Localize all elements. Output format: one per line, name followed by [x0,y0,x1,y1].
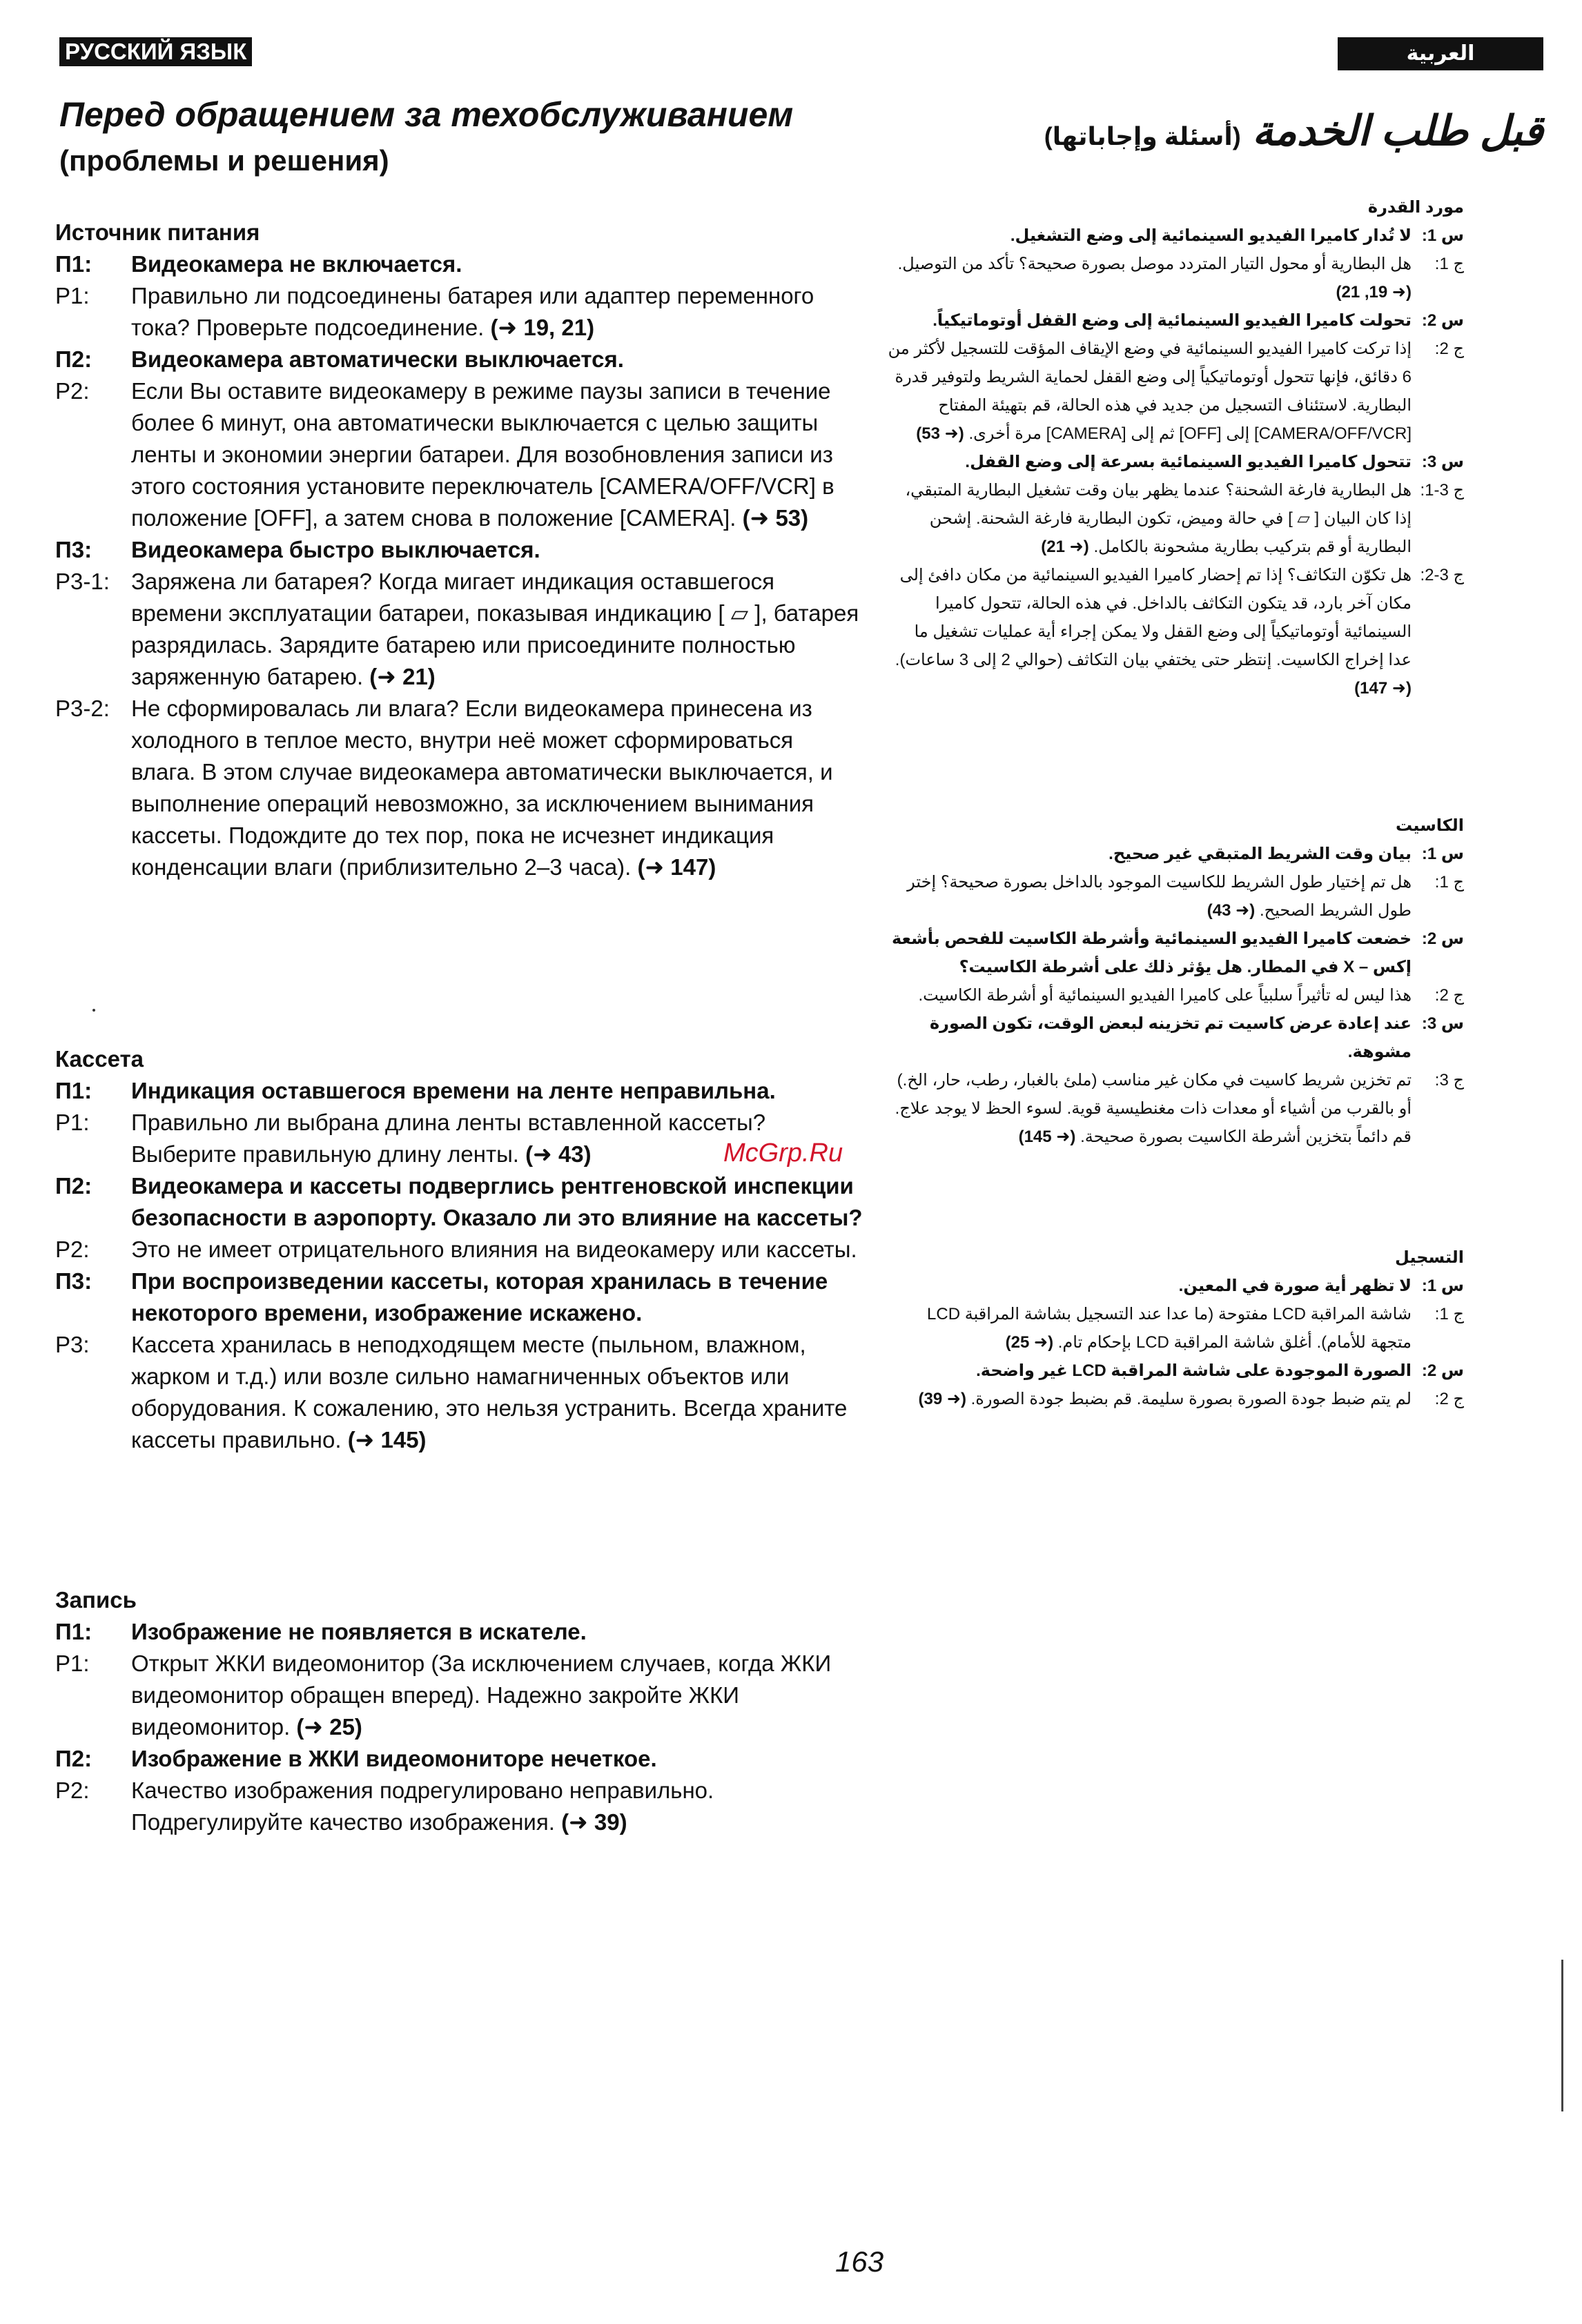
answer-row [887,981,1464,1010]
item-label: ج 3-1: [1420,481,1464,500]
qa-list [887,1272,1464,1413]
question-row [887,306,1464,335]
page-reference: (➜ 19, 21) [490,315,595,340]
page-reference: (➜ 53) [742,505,809,531]
item-text: إذا تركت كاميرا الفيديو السينمائية في وضع الإيقاف المؤقت للتسجيل لأكثر من 6 دقائق، فإنها تتحول أوتوماتيكياً إلى وضع القفل لحماية الشريط ولتوفير قدرة البطارية. لاستئناف التسجيل من جديد في هذه الحالة، قم بتهيئة المفتاح [CAMERA/OFF/VCR] إلى [OFF] ثم إلى [CAMERA] مرة أخرى. [888,339,1412,443]
question-row [887,1357,1464,1385]
answer-text [887,868,1412,925]
item-label: Р2: [55,378,90,404]
question-text [887,1010,1412,1066]
item-text: خضعت كاميرا الفيديو السينمائية وأشرطة الكاسيت للفحص بأشعة إكس – X في المطار. هل يؤثر ذلك على أشرطة الكاسيت؟ [892,929,1412,976]
answer-text [887,1066,1412,1151]
item-text: Изображение не появляется в искателе. [131,1619,587,1644]
item-text: تتحول كاميرا الفيديو السينمائية بسرعة إلى وضع القفل. [965,453,1412,471]
item-text: الصورة الموجودة على شاشة المراقبة LCD غير واضحة. [976,1361,1412,1380]
item-text: لا تظهر أية صورة في المعين. [1178,1277,1412,1295]
answer-row [887,561,1464,702]
item-text: Качество изображения подрегулировано неправильно. Подрегулируйте качество изображения. [131,1778,714,1835]
item-text: لا تُدار كاميرا الفيديو السينمائية إلى وضع التشغيل. [1010,226,1412,245]
item-text: بيان وقت الشريط المتبقي غير صحيح. [1109,845,1412,863]
answer-row [887,1300,1464,1357]
answer-text [131,375,863,534]
question-text [887,840,1412,868]
section-heading: الكاسيت [1395,816,1464,835]
watermark: McGrp.Ru [723,1139,843,1168]
page-reference: (➜ 21) [369,664,436,689]
item-label: س 2: [1421,1361,1464,1380]
stray-dot [92,1009,95,1012]
answer-row [887,476,1464,561]
answer-text [131,566,863,693]
item-label: Р3-1: [55,569,110,594]
item-text: Видеокамера и кассеты подверглись рентгеновской инспекции безопасности в аэропорту. Оказало ли это влияние на кассеты? [131,1173,863,1230]
item-label: س 3: [1421,453,1464,471]
answer-row [55,375,863,534]
item-label: П2: [55,1173,92,1199]
page-reference: (➜ 145) [1018,1127,1076,1146]
page-reference: (➜ 43) [525,1141,592,1167]
item-text: Правильно ли подсоединены батарея или адаптер переменного тока? Проверьте подсоединение. [131,283,814,340]
ru-section-power [55,217,863,883]
question-text [131,1266,863,1329]
qa-list [55,248,863,883]
ru-section-cassette [55,1043,863,1456]
question-text [131,248,863,280]
item-label: ج 2: [1434,339,1464,358]
answer-row [55,566,863,693]
item-text: عند إعادة عرض كاسيت تم تخزينه لبعض الوقت، تكون الصورة مشوهة. [929,1014,1412,1061]
item-label: ج 1: [1434,1305,1464,1323]
question-row [887,1272,1464,1300]
item-label: Р1: [55,283,90,308]
item-label: Р2: [55,1778,90,1803]
item-label: Р2: [55,1237,90,1262]
answer-row [55,693,863,883]
answer-row [55,280,863,344]
item-text: لم يتم ضبط جودة الصورة بصورة سليمة. قم بضبط جودة الصورة. [970,1390,1412,1408]
question-text [887,925,1412,981]
item-text: Это не имеет отрицательного влияния на видеокамеру или кассеты. [131,1237,857,1262]
section-heading: Запись [55,1587,137,1613]
page-reference: (➜ 25) [1005,1333,1054,1352]
answer-row [55,1329,863,1456]
item-label: П2: [55,346,92,372]
question-text [131,1743,863,1775]
item-label: س 1: [1421,226,1464,245]
answer-text [131,1234,863,1266]
question-row [55,344,863,375]
section-heading: مورد القدرة [1367,198,1464,217]
item-text: شاشة المراقبة LCD مفتوحة (ما عدا عند التسجيل بشاشة المراقبة LCD متجهة للأمام). أغلق شاشة المراقبة LCD بإحكام تام. [927,1305,1412,1352]
answer-row [55,1234,863,1266]
question-text [887,221,1412,250]
page-reference: (➜ 39) [918,1390,966,1408]
qa-list [887,840,1464,1151]
answer-text [887,1385,1412,1413]
page-number: 163 [835,2245,884,2278]
item-label: П2: [55,1746,92,1771]
section-heading: التسجيل [1395,1248,1464,1267]
answer-text [131,1329,863,1456]
page-reference: (➜ 43) [1207,901,1256,920]
item-text: هل البطارية أو محول التيار المتردد موصل بصورة صحيحة؟ تأكد من التوصيل. [897,255,1412,273]
question-text [131,1075,863,1107]
question-row [55,534,863,566]
page-reference: (➜ 21) [1041,538,1089,556]
question-row [55,1266,863,1329]
item-label: س 1: [1421,845,1464,863]
answer-row [887,1066,1464,1151]
answer-text [131,1775,863,1838]
question-text [131,1616,863,1648]
ar-section-record [887,1243,1464,1413]
item-text: Видеокамера не включается. [131,251,462,277]
ar-section-power [887,193,1464,702]
item-label: Р1: [55,1651,90,1676]
answer-text [887,561,1412,702]
page-reference: (➜ 25) [296,1714,362,1740]
item-label: س 3: [1421,1014,1464,1033]
item-text: Видеокамера автоматически выключается. [131,346,624,372]
question-row [887,840,1464,868]
answer-row [887,335,1464,448]
item-label: Р3: [55,1332,90,1357]
item-label: ج 3-2: [1420,566,1464,584]
page-reference: (➜ 147) [1354,679,1412,698]
question-text [131,1170,863,1234]
item-text: Кассета хранилась в неподходящем месте (пыльном, влажном, жарком и т.д.) или возле сильно намагниченных объектов или оборудования. К сожалению, это нельзя устранить. Всегда храните кассеты правильно. [131,1332,848,1452]
question-row [55,1743,863,1775]
title-main-ar: قبل طلب الخدمة [1252,108,1543,154]
item-label: Р1: [55,1110,90,1135]
qa-list [887,221,1464,702]
item-label: П1: [55,1078,92,1103]
page-reference: (➜ 39) [561,1809,627,1835]
item-label: س 1: [1421,1277,1464,1295]
item-text: هل تكوّن التكاثف؟ إذا تم إحضار كاميرا الفيديو السينمائية من مكان دافئ إلى مكان آخر بارد، قد يتكون التكاثف بالداخل. في هذه الحالة، تتحول كاميرا السينمائية أوتوماتيكياً إلى وضع القفل ولا يمكن إجراء أية عمليات تشغيل ما عدا إخراج الكاسيت. إنتظر حتى يختفي بيان التكاثف (حوالي 2 إلى 3 ساعات). [895,566,1412,669]
item-label: ج 1: [1434,873,1464,892]
answer-text [131,1648,863,1743]
answer-text [887,476,1412,561]
language-tab-russian: РУССКИЙ ЯЗЫК [59,37,252,66]
question-row [887,1010,1464,1066]
page-reference: (➜ 147) [637,854,716,880]
answer-row [55,1775,863,1838]
title-main: Перед обращением за техобслуживанием [59,95,794,134]
page-reference: (➜ 19, 21) [1336,283,1412,302]
question-text [887,1357,1412,1385]
item-text: При воспроизведении кассеты, которая хранилась в течение некоторого времени, изображение искажено. [131,1268,828,1326]
item-text: Заряжена ли батарея? Когда мигает индикация оставшегося времени эксплуатации батареи, показывая индикацию [ ▱ ], батарея разрядилась. Зарядите батарею или присоедините полностью заряженную батарею. [131,569,859,689]
item-label: ج 2: [1434,1390,1464,1408]
item-text: تحولت كاميرا الفيديو السينمائية إلى وضع القفل أوتوماتيكياً. [932,311,1412,330]
question-row [55,1616,863,1648]
qa-list [55,1616,863,1838]
answer-text [887,981,1412,1010]
title-subtitle: (проблемы и решения) [59,144,389,177]
item-label: П3: [55,537,92,562]
item-label: س 2: [1421,311,1464,330]
item-text: هل البطارية فارغة الشحنة؟ عندما يظهر بيان وقت تشغيل البطارية المتبقي، إذا كان البيان [ ▱ ] في حالة وميض، تكون البطارية فارغة الشحنة. إشحن البطارية أو قم بتركيب بطارية مشحونة بالكامل. [905,481,1412,556]
answer-text [131,693,863,883]
answer-row [887,868,1464,925]
section-heading: Источник питания [55,219,260,245]
question-row [887,925,1464,981]
question-text [131,344,863,375]
question-row [55,248,863,280]
page-title-arabic [1022,104,1543,164]
item-label: П1: [55,1619,92,1644]
answer-row [887,250,1464,306]
question-row [887,221,1464,250]
answer-text [887,335,1412,448]
ru-section-record [55,1584,863,1838]
item-label: П3: [55,1268,92,1294]
item-text: Если Вы оставите видеокамеру в режиме паузы записи в течение более 6 минут, она автоматически выключается с целью защиты ленты и экономии энергии батареи. Для возобновления записи из этого состояния установите переключатель [CAMERA/OFF/VCR] в положение [OFF], а затем снова в положение [CAMERA]. [131,378,834,531]
item-label: ج 1: [1434,255,1464,273]
answer-row [55,1648,863,1743]
ar-section-cassette [887,811,1464,1151]
margin-line [1561,1960,1563,2111]
answer-text [887,1300,1412,1357]
question-row [55,1075,863,1107]
answer-row [887,1385,1464,1413]
item-label: ج 3: [1434,1071,1464,1090]
section-heading: Кассета [55,1046,144,1072]
question-row [55,1170,863,1234]
item-text: هل تم إختيار طول الشريط للكاسيت الموجود بالداخل بصورة صحيحة؟ إختر طول الشريط الصحيح. [907,873,1412,920]
item-label: П1: [55,251,92,277]
item-text: Индикация оставшегося времени на ленте неправильна. [131,1078,776,1103]
language-tab-arabic: العربية [1338,37,1543,70]
question-text [887,448,1412,476]
page-reference: (➜ 53) [916,424,964,443]
item-text: Видеокамера быстро выключается. [131,537,540,562]
answer-text [887,250,1412,306]
answer-text [131,280,863,344]
qa-list [55,1075,863,1456]
page-reference: (➜ 145) [347,1427,427,1452]
item-text: Не сформировалась ли влага? Если видеокамера принесена из холодного в теплое место, внутри неё может сформироваться влага. В этом случае видеокамера автоматически выключается, и выполнение операций невозможно, за исключением вынимания кассеты. Подождите до тех пор, пока не исчезнет индикация конденсации влаги (приблизительно 2–3 часа). [131,696,833,880]
item-text: تم تخزين شريط كاسيت في مكان غير مناسب (ملئ بالغبار، رطب، حار، الخ.) أو بالقرب من أشياء أو معدات ذات مغنطيسية قوية. لسوء الحظ لا يوجد علاج. قم دائماً بتخزين أشرطة الكاسيت بصورة صحيحة. [895,1071,1412,1146]
question-text [887,306,1412,335]
item-label: Р3-2: [55,696,110,721]
question-row [887,448,1464,476]
title-subtitle-ar: (أسئلة وإجاباتها) [1044,122,1241,150]
item-text: Правильно ли выбрана длина ленты вставленной кассеты? Выберите правильную длину ленты. [131,1110,766,1167]
item-text: Изображение в ЖКИ видеомониторе нечеткое. [131,1746,657,1771]
question-text [131,534,863,566]
question-text [887,1272,1412,1300]
page-title-russian [59,92,853,183]
item-text: هذا ليس له تأثيراً سلبياً على كاميرا الفيديو السينمائية أو أشرطة الكاسيت. [918,986,1412,1005]
item-label: ج 2: [1434,986,1464,1005]
item-label: س 2: [1421,929,1464,948]
item-text: Открыт ЖКИ видеомонитор (За исключением случаев, когда ЖКИ видеомонитор обращен вперед). Надежно закройте ЖКИ видеомонитор. [131,1651,832,1740]
